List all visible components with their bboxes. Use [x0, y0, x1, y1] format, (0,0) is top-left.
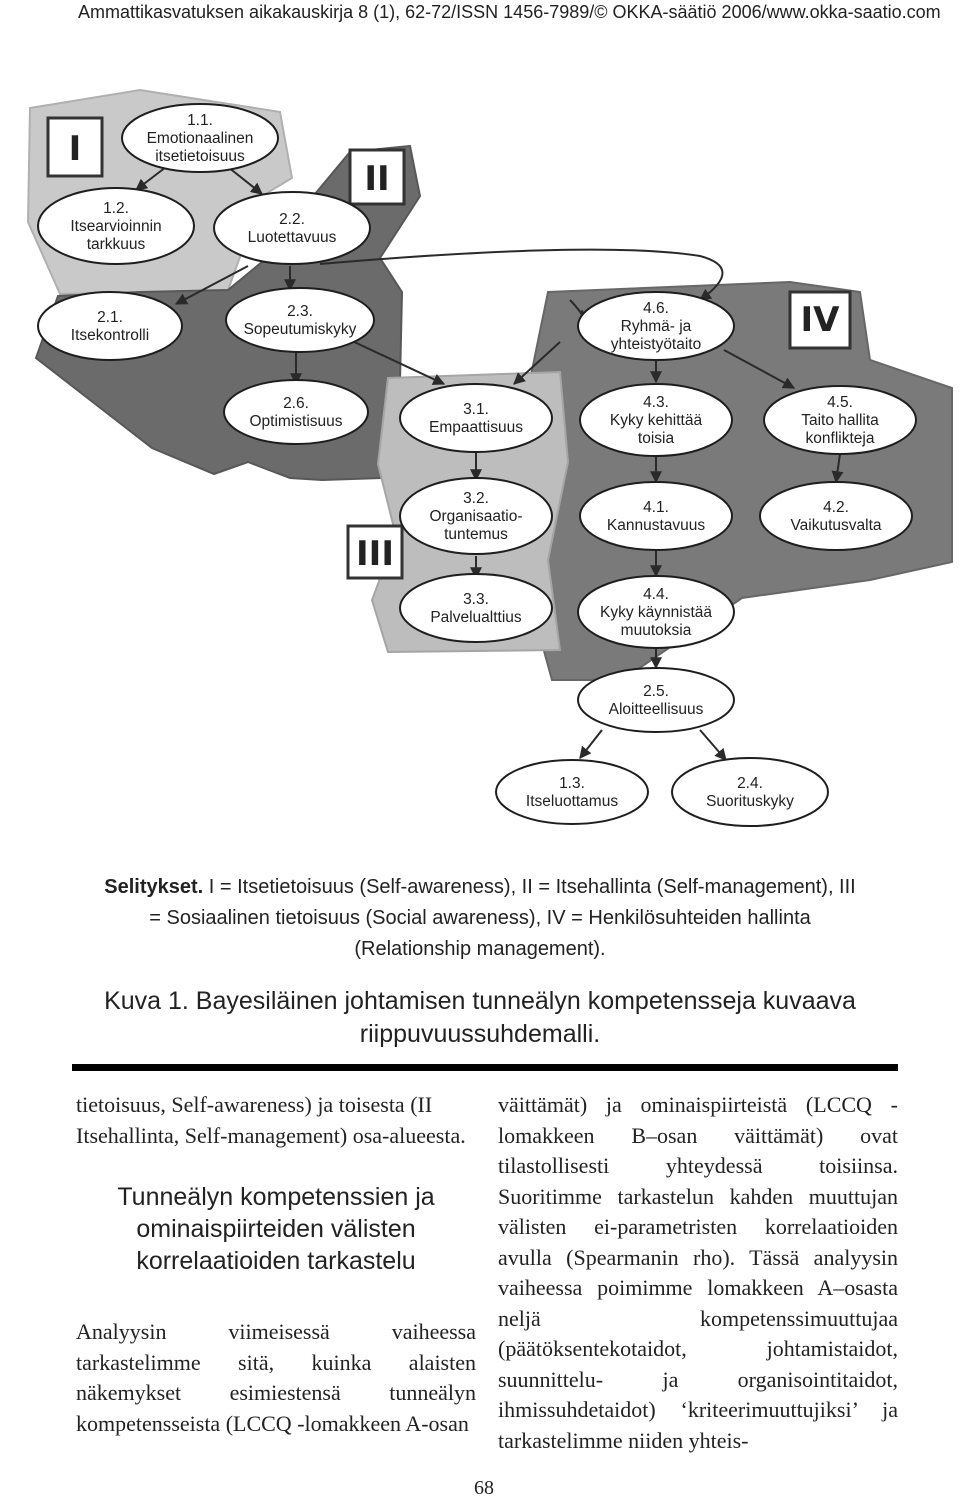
node-12-line-2: Itsearvioinnin	[70, 218, 162, 235]
node-46-line-3: yhteistyötaito	[610, 336, 702, 353]
node-45-line-3: konflikteja	[805, 430, 875, 447]
node-45-line-1: 4.5.	[827, 394, 853, 411]
group-label-iii	[348, 526, 402, 578]
svg-text:IV: IV	[800, 300, 840, 340]
node-25-line-2: Aloitteellisuus	[608, 701, 704, 718]
node-26-line-2: Optimistisuus	[249, 413, 343, 430]
node-43-line-1: 4.3.	[643, 394, 669, 411]
legend-label: Selitykset.	[104, 876, 204, 898]
node-32-line-1: 3.2.	[463, 490, 489, 507]
node-44	[578, 576, 734, 648]
node-44-line-1: 4.4.	[643, 586, 669, 603]
legend-text: I = Itsetietoisuus (Self-awareness), II = Itsehallinta (Self-management), III = Sosiaalinen tietoisuus (Social awareness), IV = Henkilösuhteiden hallinta (Relationship management).	[149, 876, 856, 960]
node-33	[400, 574, 552, 642]
node-42	[760, 482, 912, 550]
node-23-line-2: Sopeutumiskyky	[243, 321, 357, 338]
node-12-line-3: tarkkuus	[86, 236, 146, 253]
node-13-line-2: Itseluottamus	[525, 793, 619, 810]
node-46	[578, 292, 734, 360]
svg-text:II: II	[364, 159, 390, 199]
node-32	[400, 478, 552, 554]
node-26-line-1: 2.6.	[283, 395, 309, 412]
node-43-line-3: toisia	[637, 430, 675, 447]
node-12	[38, 188, 194, 264]
node-42-line-2: Vaikutusvalta	[790, 517, 882, 534]
arrow-25-13	[580, 730, 602, 758]
arrow-25-24	[700, 730, 726, 760]
node-11-line-2: Emotionaalinen	[146, 130, 254, 147]
node-11	[122, 104, 278, 172]
node-46-line-2: Ryhmä- ja	[620, 318, 692, 335]
node-44-line-3: muutoksia	[620, 622, 692, 639]
node-21	[38, 292, 182, 360]
node-26	[224, 380, 368, 444]
node-22-line-1: 2.2.	[279, 211, 305, 228]
right-column	[498, 1090, 898, 1456]
running-header: Ammattikasvatuksen aikakauskirja 8 (1), 62-72/ISSN 1456-7989/© OKKA-säätiö 2006/www.okka-saatio.com	[78, 2, 941, 22]
left-paragraph-2: Analyysin viimeisessä vaiheessa tarkastelimme sitä, kuinka alaisten näkemykset esimiestensä tunneälyn kompetensseista (LCCQ -lomakkeen A-osan	[76, 1319, 476, 1436]
node-42-line-1: 4.2.	[823, 499, 849, 516]
node-41-line-2: Kannustavuus	[606, 517, 706, 534]
node-11-line-3: itsetietoisuus	[155, 148, 245, 165]
node-45	[764, 386, 916, 454]
node-31	[400, 384, 552, 452]
node-23	[226, 288, 374, 352]
node-24	[672, 758, 828, 826]
node-23-line-1: 2.3.	[287, 303, 313, 320]
node-32-line-2: Organisaatio-	[429, 508, 523, 525]
node-43	[580, 384, 732, 456]
node-41-line-1: 4.1.	[643, 499, 669, 516]
svg-text:III: III	[356, 534, 394, 574]
node-11-line-1: 1.1.	[187, 112, 213, 129]
page-number: 68	[474, 1477, 494, 1499]
node-22-line-2: Luotettavuus	[247, 229, 337, 246]
figure-legend	[100, 872, 860, 965]
group-label-ii	[350, 150, 404, 204]
node-43-line-2: Kyky kehittää	[609, 412, 703, 429]
node-22	[214, 192, 370, 264]
section-subheading: Tunneälyn kompetenssien ja ominaispiirteiden välisten korrelaatioiden tarkastelu	[117, 1183, 435, 1275]
node-12-line-1: 1.2.	[103, 200, 129, 217]
node-41	[580, 482, 732, 550]
figure-caption: Kuva 1. Bayesiläinen johtamisen tunneälyn kompetensseja kuvaava riippuvuussuhdemalli.	[104, 987, 856, 1048]
node-44-line-2: Kyky käynnistää	[600, 604, 712, 621]
node-13-line-1: 1.3.	[559, 775, 585, 792]
node-21-line-2: Itsekontrolli	[70, 327, 150, 344]
node-13	[496, 760, 648, 824]
node-21-line-1: 2.1.	[97, 309, 123, 326]
node-25-line-1: 2.5.	[643, 683, 669, 700]
node-45-line-2: Taito hallita	[801, 412, 879, 429]
node-33-line-2: Palvelualttius	[430, 609, 522, 626]
right-paragraph: väittämät) ja ominaispiirteistä (LCCQ -lomakkeen B–osan väittämät) ovat tilastollisesti yhteydessä toisiinsa. Suoritimme tarkastelun kahden muuttujan välisten ei-parametristen korrelaatioiden avulla (Spearmanin rho). Tässä analyysin vaiheessa poimimme lomakkeen A–osasta neljä kompetenssimuuttujaa (päätöksentekotaidot, johtamistaidot, suunnittelu- ja organisointitaidot, ihmissuhdetaidot) ‘kriteerimuuttujiksi’ ja tarkastelimme niiden yhteis-	[498, 1092, 898, 1453]
left-paragraph-1: tietoisuus, Self-awareness) ja toisesta (II Itsehallinta, Self-management) osa-alueesta.	[76, 1092, 466, 1148]
node-31-line-2: Empaattisuus	[429, 419, 523, 436]
group-label-i	[48, 118, 102, 176]
horizontal-rule	[72, 1064, 898, 1071]
group-label-iv	[790, 292, 850, 348]
node-33-line-1: 3.3.	[463, 591, 489, 608]
node-31-line-1: 3.1.	[463, 401, 489, 418]
node-46-line-1: 4.6.	[643, 300, 669, 317]
node-25	[578, 668, 734, 732]
svg-text:I: I	[68, 129, 82, 169]
node-24-line-2: Suorituskyky	[706, 793, 794, 810]
left-column	[76, 1090, 476, 1439]
node-32-line-3: tuntemus	[444, 526, 508, 543]
node-24-line-1: 2.4.	[737, 775, 763, 792]
